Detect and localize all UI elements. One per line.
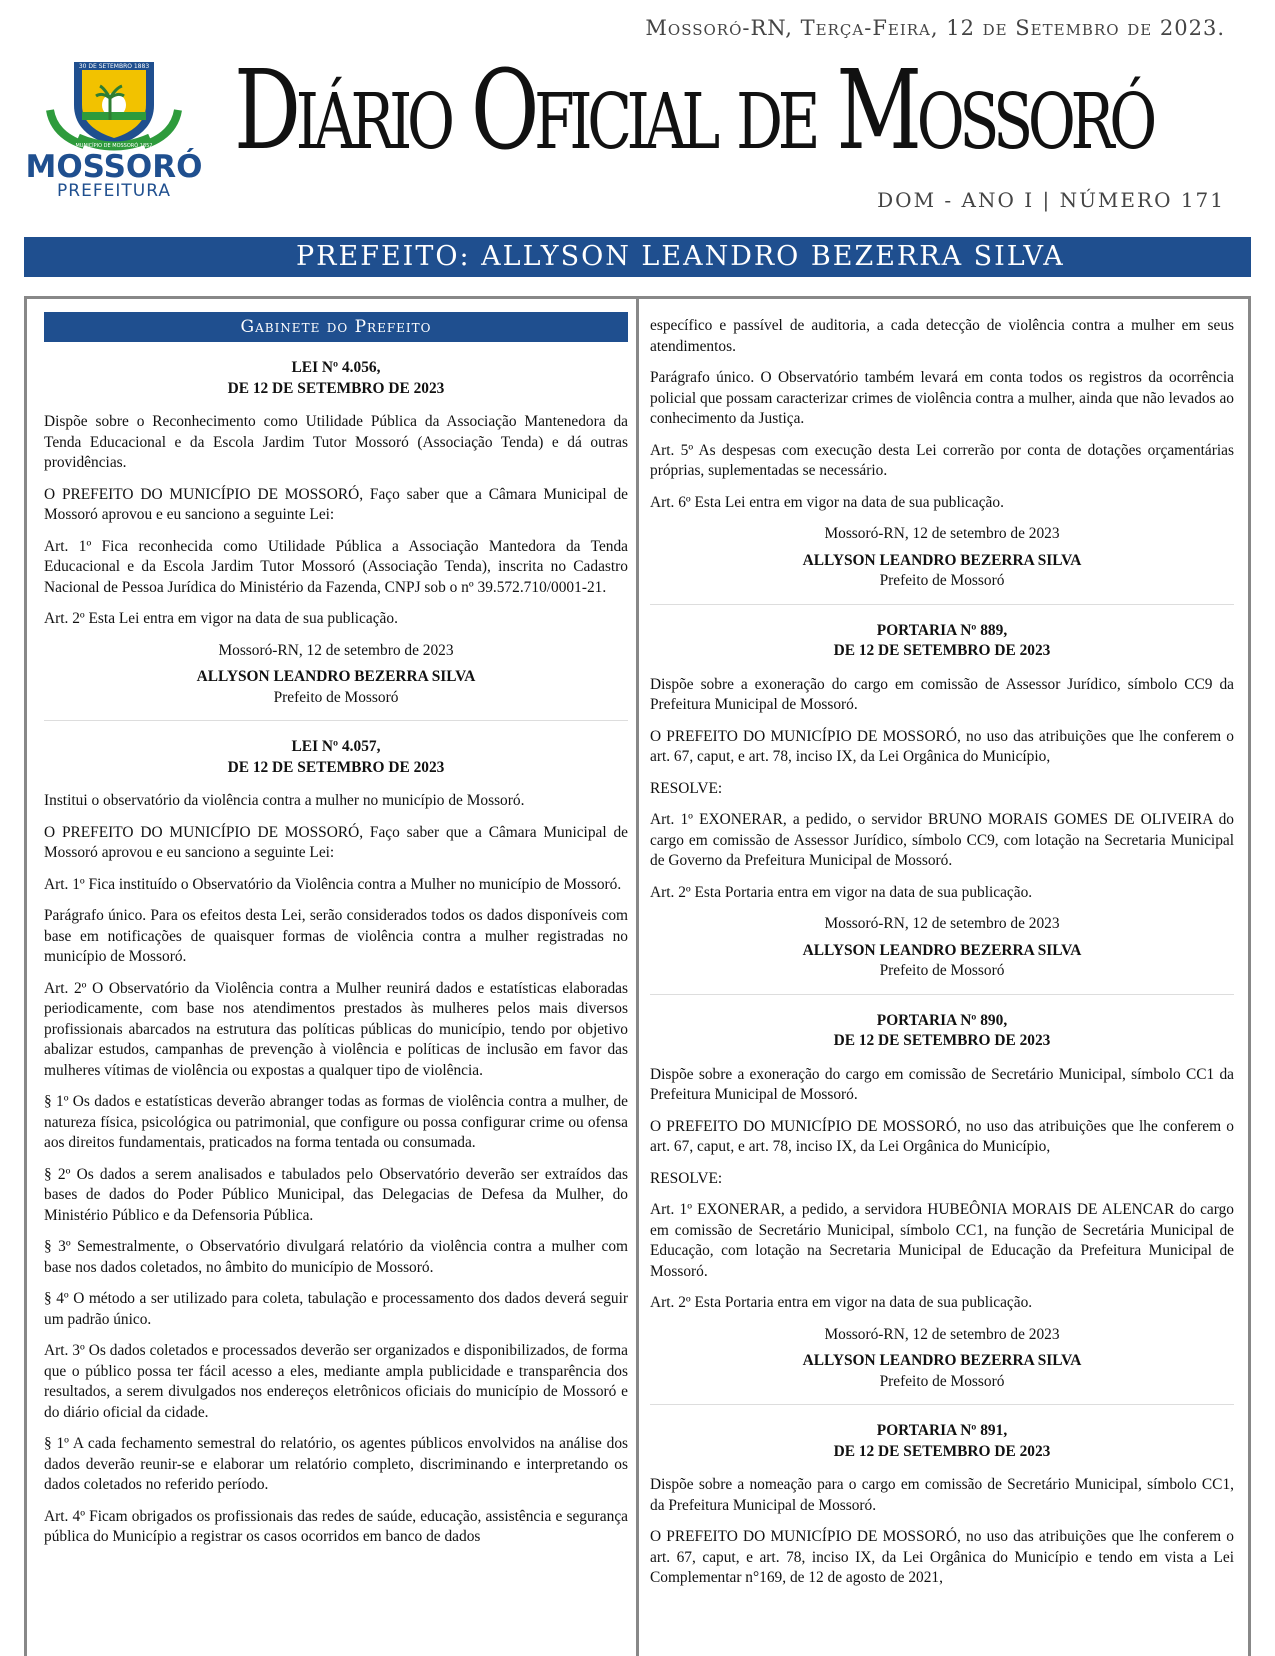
lei-4057-art5: Art. 5º As despesas com execução desta Lei correrão por conta de dotações orçamentárias próprias, suplementadas se necessário. [650,441,1234,479]
lei-4057-title [44,737,628,778]
logo-name: MOSSORÓ [25,149,203,185]
portaria-889-ementa: Dispõe sobre a exoneração do cargo em comissão de Assessor Jurídico, símbolo CC9 da Prefeitura Municipal de Mossoró. [650,675,1234,713]
lei-4057-number: LEI Nº 4.057, [291,738,381,755]
portaria-890-art2: Art. 2º Esta Portaria entra em vigor na data de sua publicação. [650,1294,1033,1311]
lei-4056-art1: Art. 1º Fica reconhecida como Utilidade Pública a Associação Mantedora da Tenda Educacional e da Escola Jardim Tutor Mossoró (Associação Tenda), inscrita no Cadastro Nacional de Pessoa Jurídica do Ministério da Fazenda, CNPJ sob o nº 39.572.710/0001-21. [44,537,628,596]
lei-4057-art2-p3: § 3º Semestralmente, o Observatório divulgará relatório da violência contra a mulher com base nos dados coletados, no âmbito do município de Mossoró. [44,1238,628,1276]
lei-4056-date: DE 12 DE SETEMBRO DE 2023 [227,379,445,397]
logo-subtitle: PREFEITURA [57,181,171,201]
edition-number: DOM - ANO I | NÚMERO 171 [877,188,1225,212]
lei-4057-art6: Art. 6º Esta Lei entra em vigor na data de sua publicação. [650,493,1004,511]
lei-4057-preamble: O PREFEITO DO MUNICÍPIO DE MOSSORÓ, Faço saber que a Câmara Municipal de Mossoró aprovou e eu sanciono a seguinte Lei: [44,823,628,861]
lei-4056-role: Prefeito de Mossoró [273,688,399,706]
portaria-889-signer: ALLYSON LEANDRO BEZERRA SILVA [802,941,1082,959]
issue-date: Mossoró-RN, Terça-Feira, 12 de Setembro de 2023. [645,16,1225,40]
lei-4056-ementa: Dispõe sobre o Reconhecimento como Utilidade Pública da Associação Mantenedora da Tenda Educacional e da Escola Jardim Tutor Mossoró (Associação Tenda) e dá outras providências. [44,413,628,471]
portaria-890-art1: Art. 1º EXONERAR, a pedido, a servidora HUBEÔNIA MORAIS DE ALENCAR do cargo em comissão de Secretário Municipal, símbolo CC1, na função de Secretária Municipal de Educação, com lotação na Secretaria Municipal de Educação da Prefeitura Municipal de Mossoró. [650,1201,1234,1280]
portaria-889-number: PORTARIA Nº 889, [876,621,1008,639]
lei-4057-art3-p1: § 1º A cada fechamento semestral do relatório, os agentes públicos envolvidos na análise dos dados deverão reunir-se e elaborar um relatório completo, discriminando e interpretando os dados coletados no referido período. [44,1435,628,1493]
portaria-889-date: DE 12 DE SETEMBRO DE 2023 [833,642,1051,659]
portaria-891-date: DE 12 DE SETEMBRO DE 2023 [833,1442,1051,1460]
portaria-891-number: PORTARIA Nº 891, [876,1422,1008,1439]
lei-4056-place-date: Mossoró-RN, 12 de setembro de 2023 [218,641,454,659]
lei-4057-art2-p1: § 1º Os dados e estatísticas deverão abranger todas as formas de violência contra a mulher, de natureza física, psicológica ou patrimonial, que configure ou possa configurar crime ou ofensa aos direitos fundamentais, praticados na forma tentada ou consumada. [44,1093,628,1151]
portaria-890-resolve: RESOLVE: [650,1169,723,1187]
portaria-889-art1: Art. 1º EXONERAR, a pedido, o servidor BRUNO MORAIS GOMES DE OLIVEIRA do cargo em comissão de Assessor Jurídico, símbolo CC9, com lotação na Secretaria Municipal de Governo da Prefeitura Municipal de Mossoró. [650,811,1234,869]
mayor-banner: PREFEITO: ALLYSON LEANDRO BEZERRA SILVA [24,237,1251,277]
lei-4057-art4-paragraph: Parágrafo único. O Observatório também levará em conta todos os registros da ocorrência policial que possam caracterizar crimes de violência contra a mulher, ainda que não levados ao conhecimento da Justiça. [650,369,1234,427]
lei-4057-art4-continued: específico e passível de auditoria, a cada detecção de violência contra a mulher em seus atendimentos. [650,317,1234,355]
lei-4056-art2: Art. 2º Esta Lei entra em vigor na data de sua publicação. [44,610,398,627]
lei-4057-date: DE 12 DE SETEMBRO DE 2023 [227,758,445,776]
portaria-890-preamble: O PREFEITO DO MUNICÍPIO DE MOSSORÓ, no uso das atribuições que lhe conferem o art. 67, caput, e art. 78, inciso IX, da Lei Orgânica do Município, [650,1117,1234,1155]
portaria-890-ementa: Dispõe sobre a exoneração do cargo em comissão de Secretário Municipal, símbolo CC1 da Prefeitura Municipal de Mossoró. [650,1065,1234,1103]
portaria-889-preamble: O PREFEITO DO MUNICÍPIO DE MOSSORÓ, no uso das atribuições que lhe conferem o art. 67, caput, e art. 78, inciso IX, da Lei Orgânica do Município, [650,727,1234,765]
divider [44,720,628,721]
portaria-889-art2: Art. 2º Esta Portaria entra em vigor na data de sua publicação. [650,883,1033,901]
divider [650,994,1234,995]
portaria-889-role: Prefeito de Mossoró [879,962,1005,979]
portaria-890-number: PORTARIA Nº 890, [876,1011,1008,1029]
seal-top-text: 30 DE SETEMBRO 1883 [78,63,150,70]
seal-ribbon-text: MUNICÍPIO DE MOSSORÓ 1852 [75,143,153,149]
lei-4057-ementa: Institui o observatório da violência contra a mulher no município de Mossoró. [44,792,525,809]
section-header: Gabinete do Prefeito [44,312,628,342]
portaria-890-title [650,1011,1234,1052]
lei-4057-signer: ALLYSON LEANDRO BEZERRA SILVA [802,551,1082,569]
lei-4057-role: Prefeito de Mossoró [879,572,1005,589]
portaria-890-signer: ALLYSON LEANDRO BEZERRA SILVA [802,1352,1082,1369]
portaria-891-title [650,1421,1234,1462]
lei-4057-art1: Art. 1º Fica instituído o Observatório da Violência contra a Mulher no município de Mossoró. [44,875,622,893]
column-divider [636,296,639,1656]
portaria-889-place-date: Mossoró-RN, 12 de setembro de 2023 [824,915,1060,932]
lei-4057-place-date: Mossoró-RN, 12 de setembro de 2023 [824,525,1060,542]
lei-4057-art4: Art. 4º Ficam obrigados os profissionais das redes de saúde, educação, assistência e segurança pública do Município a registrar os casos ocorridos em banco de dados [44,1507,628,1545]
portaria-890-place-date: Mossoró-RN, 12 de setembro de 2023 [824,1325,1060,1343]
lei-4057-art1-paragraph: Parágrafo único. Para os efeitos desta Lei, serão considerados todos os dados disponíveis com base em notificações de quaisquer formas de violência contra a mulher registradas no município de Mossoró. [44,907,628,965]
lei-4056-signer: ALLYSON LEANDRO BEZERRA SILVA [196,668,476,685]
portaria-890-date: DE 12 DE SETEMBRO DE 2023 [833,1032,1051,1049]
lei-4056-title [44,358,628,399]
lei-4057-art2-p2: § 2º Os dados a serem analisados e tabulados pelo Observatório deverão ser extraídos das bases de dados do Poder Público Municipal, das Delegacias de Defesa da Mulher, do Ministério Público e da Defensoria Pública. [44,1165,628,1224]
lei-4057-art2-p4: § 4º O método a ser utilizado para coleta, tabulação e processamento dos dados deverá seguir um padrão único. [44,1290,628,1328]
portaria-890-role: Prefeito de Mossoró [879,1372,1005,1390]
portaria-891-preamble: O PREFEITO DO MUNICÍPIO DE MOSSORÓ, no uso das atribuições que lhe conferem o art. 67, caput, e art. 78, inciso IX, da Lei Orgânica do Município e tendo em vista a Lei Complementar n°169, de 12 de agosto de 2021, [650,1528,1234,1586]
divider [650,1404,1234,1405]
divider [650,604,1234,605]
portaria-891-ementa: Dispõe sobre a nomeação para o cargo em comissão de Secretário Municipal, símbolo CC1, da Prefeitura Municipal de Mossoró. [650,1476,1234,1514]
right-column [650,316,1234,1600]
portaria-889-title [650,621,1234,662]
masthead-title: Diário Oficial de Mossoró [234,46,1152,174]
lei-4057-art3: Art. 3º Os dados coletados e processados deverão ser organizados e disponibilizados, de forma que o público possa ter fácil acesso a eles, mediante ampla publicidade e transparência dos resultados, a serem divulgados nos endereços eletrônicos oficiais do município de Mossoró e do diário oficial da cidade. [44,1342,628,1421]
lei-4057-art2: Art. 2º O Observatório da Violência contra a Mulher reunirá dados e estatísticas elaboradas periodicamente, com base nos atendimentos prestados às mulheres pelos mais diversos profissionais abarcados na estrutura das políticas públicas do município, tendo por objetivo abalizar estudos, campanhas de prevenção à violência e políticas de inclusão em favor das mulheres vítimas de violência ou expostas a qualquer tipo de violência. [44,979,628,1079]
portaria-889-resolve: RESOLVE: [650,779,723,797]
lei-4056-preamble: O PREFEITO DO MUNICÍPIO DE MOSSORÓ, Faço saber que a Câmara Municipal de Mossoró aprovou e eu sanciono a seguinte Lei: [44,485,628,523]
lei-4056-number: LEI Nº 4.056, [291,359,381,376]
city-seal-icon [44,50,184,150]
prefeitura-logo [24,50,204,210]
left-column [44,312,628,1559]
